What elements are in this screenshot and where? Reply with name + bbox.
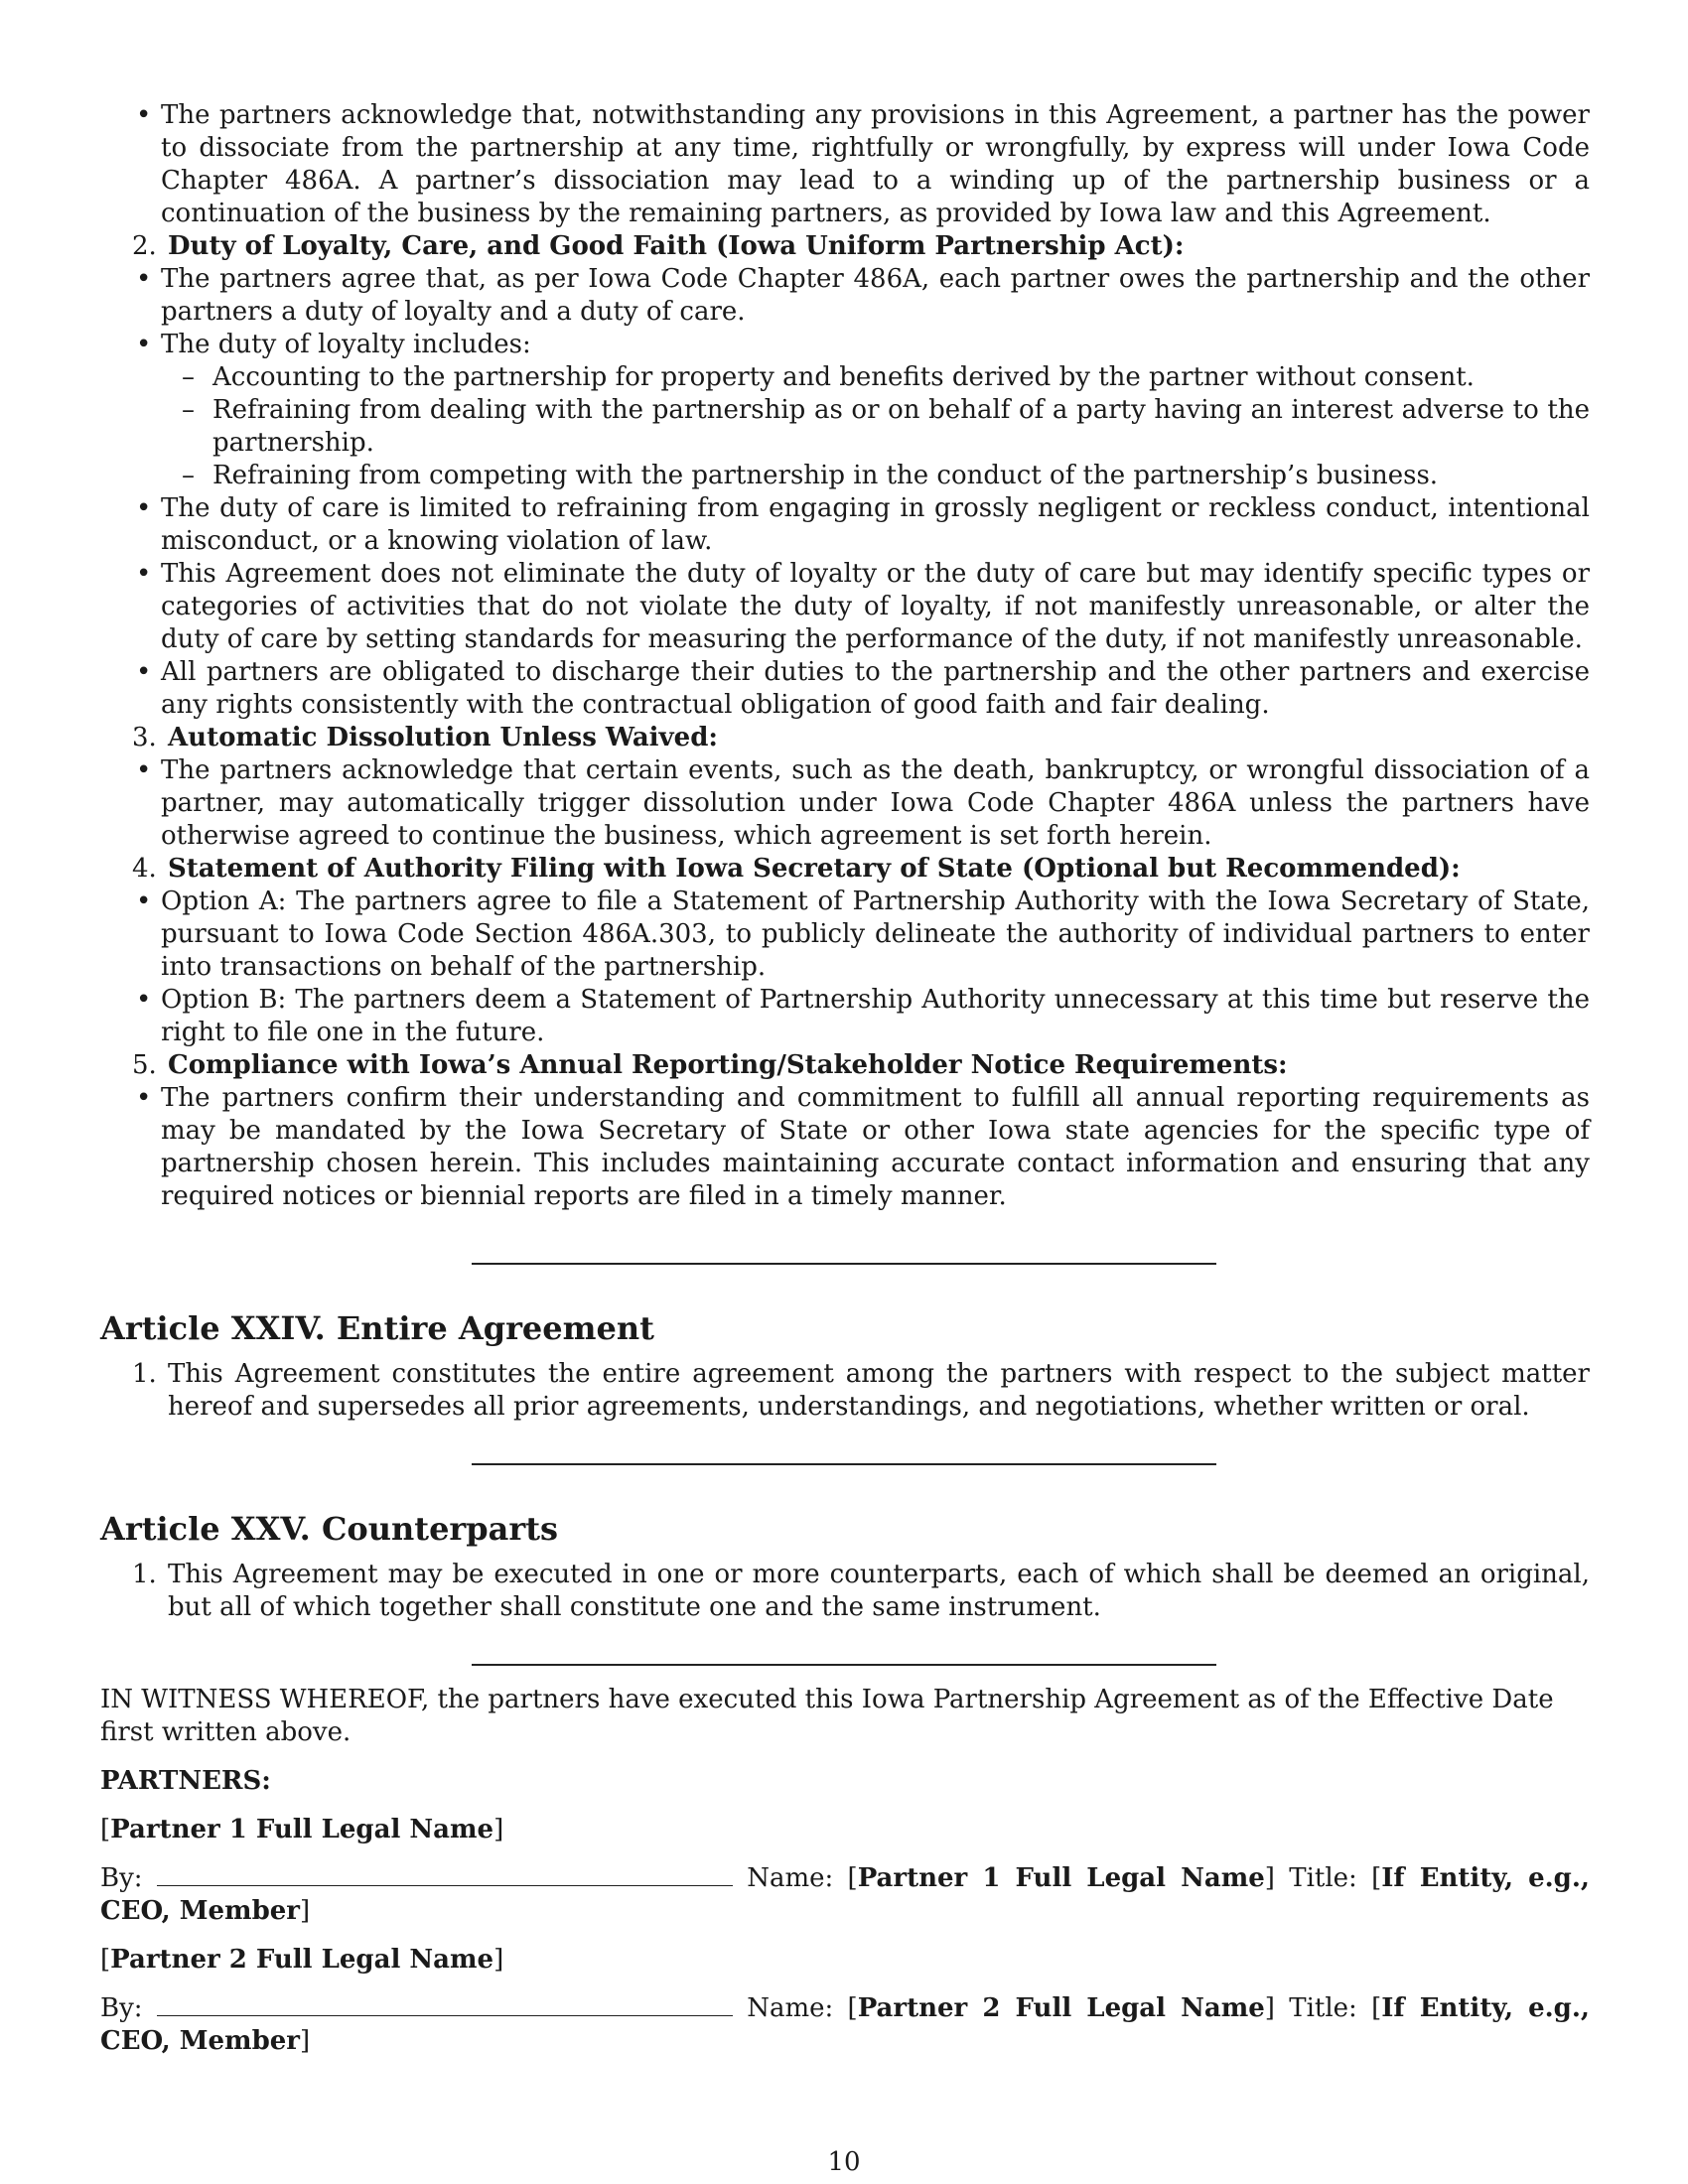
list-item-4 [100,853,1590,886]
section-divider [472,1463,1216,1465]
title-label: Title: [1289,1993,1357,2023]
section-divider [472,1263,1216,1265]
article-heading: Article XXIV. Entire Agreement [100,1309,654,1347]
sub-bullet-text: Accounting to the partnership for property and benefits derived by the partner without consent. [212,362,1475,392]
list-number: 1. [132,1359,157,1389]
bullet-text: All partners are obligated to discharge their duties to the partnership and the other partners and exercise any rights consistently with the contractual obligation of good faith and fair dealing. [161,657,1590,720]
bullet-item [100,558,1590,656]
bullet-item [100,1082,1590,1213]
partner-2-name: Partner 2 Full Legal Name [110,1945,494,1975]
by-label: By: [100,1863,143,1893]
name-label: Name: [747,1993,834,2023]
bullet-text: Option A: The partners agree to file a Statement of Partnership Authority with the Iowa Secretary of State, pursuant to Iowa Code Section 486A.303, to publicly delineate the authority of individual partners to enter into transactions on behalf of the partnership. [161,887,1590,982]
list-number: 2. [132,231,157,261]
partner-2-signature-block: By: Name: [Partner 2 Full Legal Name] Title: [If Entity, e.g., CEO, Member] [100,1993,1590,2056]
bullet-marker: • [136,887,152,916]
partner-1-signer-name: Partner 1 Full Legal Name [857,1863,1265,1893]
bullet-item [100,754,1590,853]
partner-2-name-heading: [Partner 2 Full Legal Name] [100,1945,504,1975]
bullet-marker: • [136,330,152,359]
section-divider [472,1664,1216,1666]
bullet-item [100,492,1590,558]
bullet-item [100,886,1590,984]
name-label: Name: [747,1863,834,1893]
document-page [100,99,1590,2058]
partners-label: PARTNERS: [100,1766,271,1796]
bullet-item [100,99,1590,230]
bullet-marker: • [136,1083,152,1113]
bullet-text: The duty of care is limited to refraining from engaging in grossly negligent or reckless conduct, intentional misconduct, or a knowing violation of law. [161,493,1590,556]
title-label: Title: [1289,1863,1357,1893]
list-number: 4. [132,854,157,884]
by-label: By: [100,1993,143,2023]
bullet-marker: • [136,985,152,1015]
partner-1-signature-block: By: Name: [Partner 1 Full Legal Name] Title: [If Entity, e.g., CEO, Member] [100,1863,1590,1926]
bullet-marker: • [136,493,152,523]
bullet-marker: • [136,755,152,785]
article-clause [100,1358,1590,1424]
section-heading: Statement of Authority Filing with Iowa Secretary of State (Optional but Recommended): [168,854,1461,884]
bullet-marker: • [136,100,152,130]
bullet-text: The partners acknowledge that, notwithstanding any provisions in this Agreement, a partner has the power to dissociate from the partnership at any time, rightfully or wrongfully, by express will under Iowa Code Chapter 486A. A partner’s dissociation may lead to a winding up of the partnership business or a continuation of the business by the remaining partners, as provided by Iowa law and this Agreement. [161,100,1590,228]
section-heading: Automatic Dissolution Unless Waived: [168,723,718,752]
bullet-text: The partners confirm their understanding and commitment to fulfill all annual reporting requirements as may be mandated by the Iowa Secretary of State or other Iowa state agencies for the specific type of partnership chosen herein. This includes maintaining accurate contact information and ensuring that any required notices or biennial reports are filed in a timely manner. [161,1083,1590,1211]
section-heading: Duty of Loyalty, Care, and Good Faith (Iowa Uniform Partnership Act): [168,231,1185,261]
partner-1-name: Partner 1 Full Legal Name [110,1815,494,1844]
signature-line[interactable] [157,1863,733,1886]
sub-bullet-text: Refraining from dealing with the partnership as or on behalf of a party having an interest adverse to the partnership. [212,395,1590,458]
dash-marker: – [182,461,195,490]
sub-bullet-text: Refraining from competing with the partnership in the conduct of the partnership’s business. [212,461,1439,490]
title-placeholder: If Entity, e.g., CEO, Member [100,1863,1590,1926]
sub-bullet-item [100,460,1590,492]
list-item-3 [100,722,1590,754]
partner-1-name-heading: [Partner 1 Full Legal Name] [100,1815,504,1844]
list-item-5 [100,1049,1590,1082]
title-placeholder: If Entity, e.g., CEO, Member [100,1993,1590,2056]
bullet-item [100,984,1590,1049]
bullet-item [100,656,1590,722]
clause-text: This Agreement may be executed in one or more counterparts, each of which shall be deemed an original, but all of which together shall constitute one and the same instrument. [168,1560,1590,1622]
bullet-marker: • [136,559,152,589]
signature-line[interactable] [157,1993,733,2016]
bullet-text: The duty of loyalty includes: [161,330,531,359]
page-number: 10 [827,2147,861,2177]
list-number: 1. [132,1560,157,1589]
article-heading: Article XXV. Counterparts [100,1510,559,1548]
sub-bullet-item [100,361,1590,394]
section-heading: Compliance with Iowa’s Annual Reporting/Stakeholder Notice Requirements: [168,1050,1288,1080]
list-number: 5. [132,1050,157,1080]
bullet-text: The partners acknowledge that certain events, such as the death, bankruptcy, or wrongful dissociation of a partner, may automatically trigger dissolution under Iowa Code Chapter 486A unless the partners have otherwise agreed to continue the business, which agreement is set forth herein. [161,755,1590,851]
list-item-2 [100,230,1590,263]
clause-text: This Agreement constitutes the entire agreement among the partners with respect to the subject matter hereof and supersedes all prior agreements, understandings, and negotiations, whether written or oral. [168,1359,1590,1422]
witness-statement: IN WITNESS WHEREOF, the partners have executed this Iowa Partnership Agreement as of the Effective Date first written above. [100,1685,1554,1747]
bullet-item [100,263,1590,329]
bullet-marker: • [136,657,152,687]
list-number: 3. [132,723,157,752]
bullet-text: This Agreement does not eliminate the duty of loyalty or the duty of care but may identify specific types or categories of activities that do not violate the duty of loyalty, if not manifestly unreasonable, or alter the duty of care by setting standards for measuring the performance of the duty, if not manifestly unreasonable. [161,559,1590,654]
dash-marker: – [182,395,195,425]
bullet-text: The partners agree that, as per Iowa Code Chapter 486A, each partner owes the partnership and the other partners a duty of loyalty and a duty of care. [161,264,1590,327]
sub-bullet-item [100,394,1590,460]
bullet-text: Option B: The partners deem a Statement of Partnership Authority unnecessary at this time but reserve the right to file one in the future. [161,985,1590,1047]
partner-2-signer-name: Partner 2 Full Legal Name [857,1993,1265,2023]
article-clause [100,1559,1590,1624]
bullet-marker: • [136,264,152,294]
dash-marker: – [182,362,195,392]
bullet-item [100,329,1590,361]
